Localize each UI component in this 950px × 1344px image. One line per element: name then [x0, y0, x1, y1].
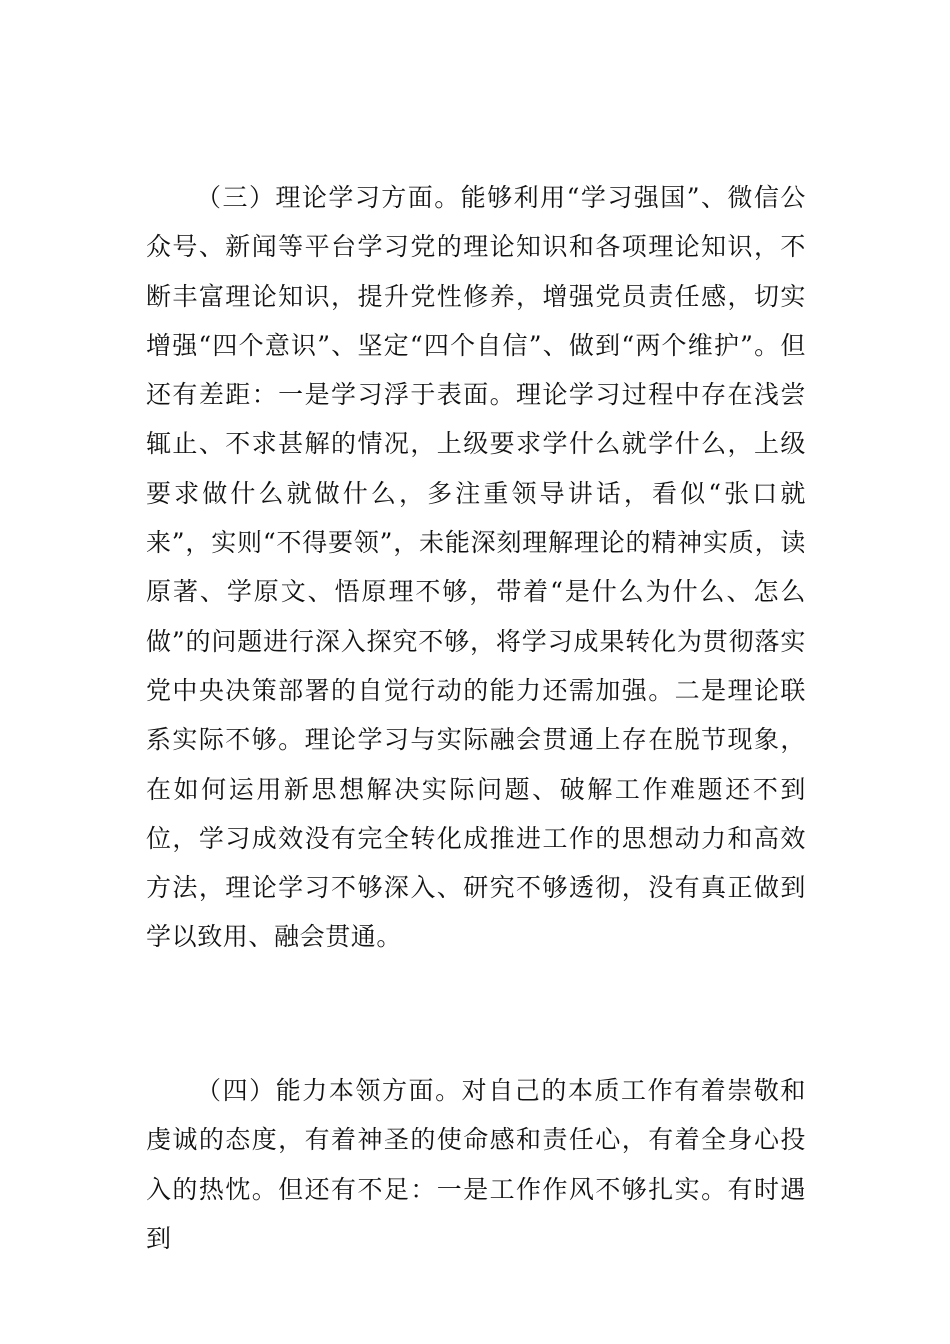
paragraph-theory-study: （三）理论学习方面。能够利用“学习强国”、微信公众号、新闻等平台学习党的理论知识和各项理论知识，不断丰富理论知识，提升党性修养，增强党员责任感，切实增强“四个意识”、坚定“四个自信”、做到“两个维护”。但还有差距：一是学习浮于表面。理论学习过程中存在浅尝辄止、不求甚解的情况，上级要求学什么就学什么，上级要求做什么就做什么，多注重领导讲话，看似“张口就来”，实则“不得要领”，未能深刻理解理论的精神实质，读原著、学原文、悟原理不够，带着“是什么为什么、怎么做”的问题进行深入探究不够，将学习成果转化为贯彻落实党中央决策部署的自觉行动的能力还需加强。二是理论联系实际不够。理论学习与实际融会贯通上存在脱节现象，在如何运用新思想解决实际问题、破解工作难题还不到位，学习成效没有完全转化成推进工作的思想动力和高效方法，理论学习不够深入、研究不够透彻，没有真正做到学以致用、融会贯通。 [146, 183, 806, 952]
paragraph-ability-skills: （四）能力本领方面。对自己的本质工作有着崇敬和虔诚的态度，有着神圣的使命感和责任心，有着全身心投入的热忱。但还有不足：一是工作作风不够扎实。有时遇到 [146, 1076, 806, 1253]
